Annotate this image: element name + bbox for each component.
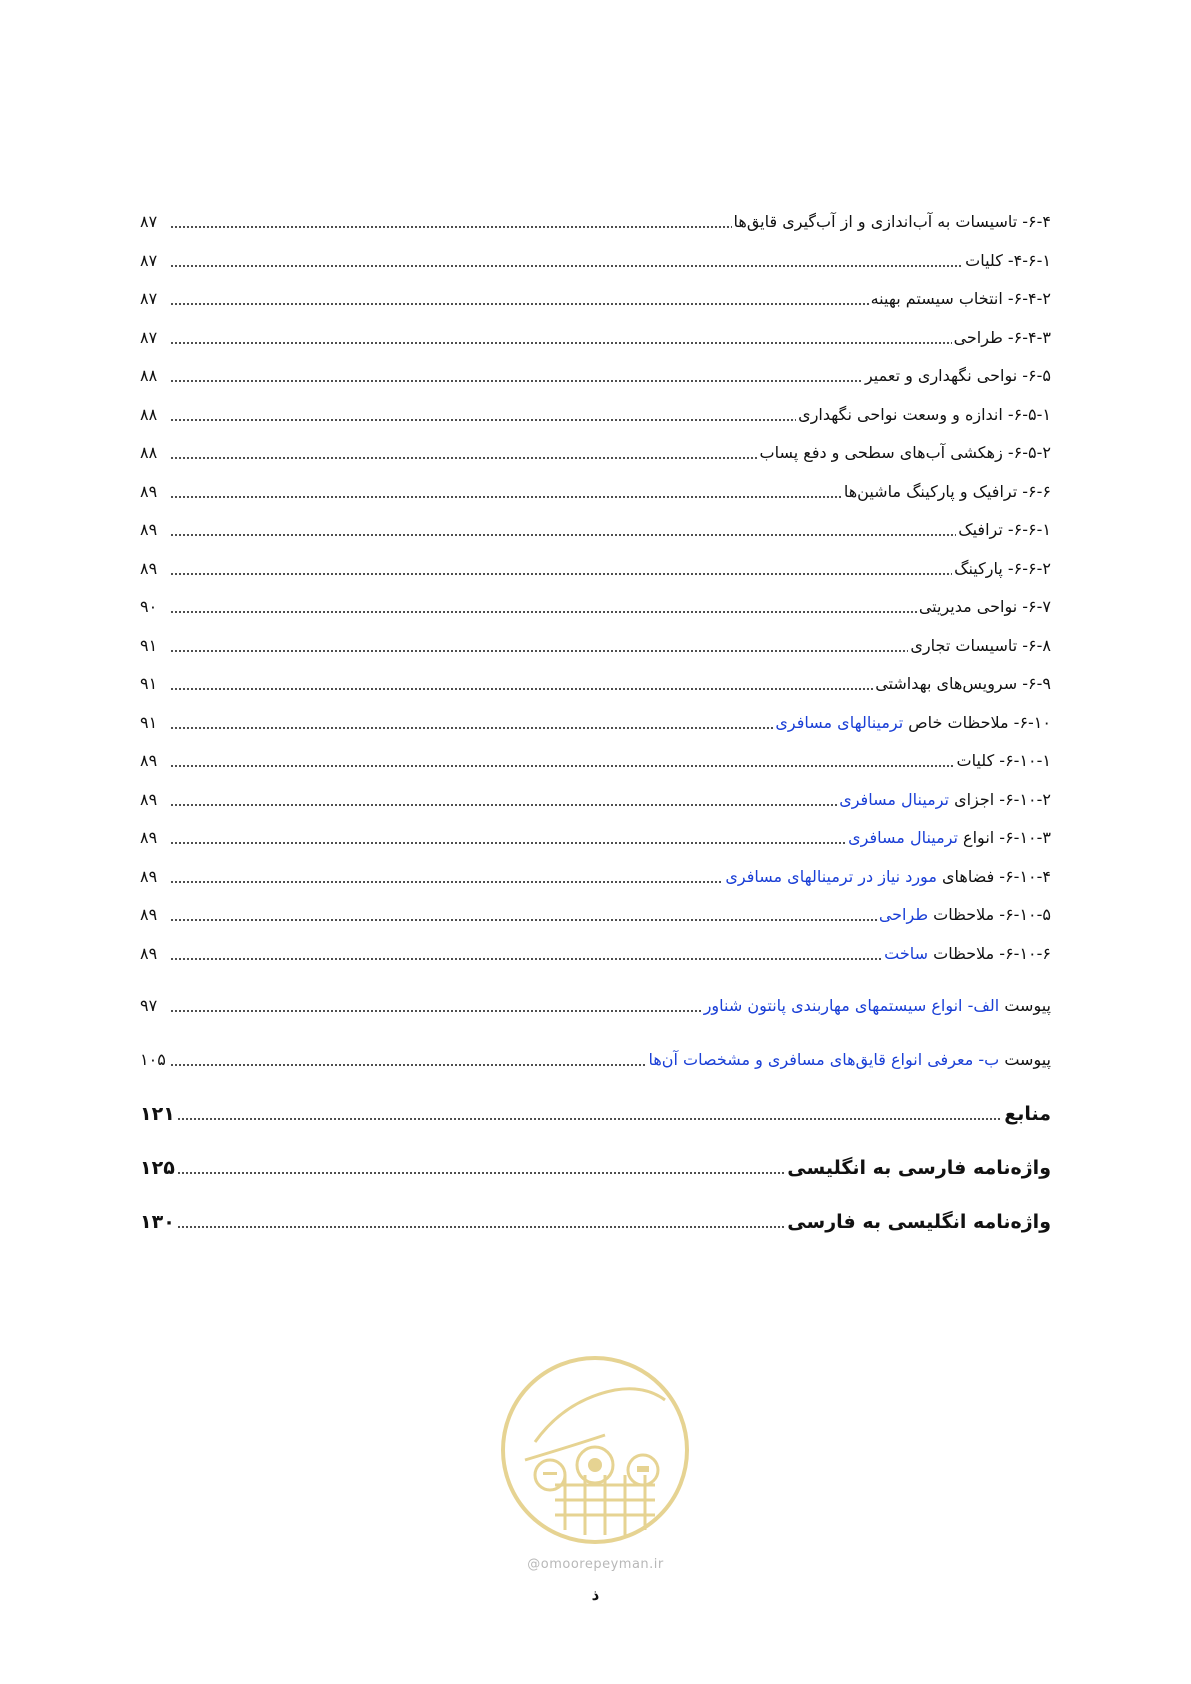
toc-entry-title-text: ۶-۹- سرویس‌های بهداشتی <box>875 674 1051 693</box>
toc-entry-title <box>910 636 1051 656</box>
toc-entry-page: ۸۹ <box>140 789 158 809</box>
watermark-logo <box>495 1350 695 1550</box>
toc-entry-highlight: مورد نیاز در ترمینالهای مسافری <box>725 866 937 886</box>
page-number: ذ <box>591 1586 600 1604</box>
toc-entry-title-text: پیوست <box>999 1049 1051 1069</box>
toc-entry-title-text: ۶-۱۰- ملاحظات خاص <box>903 712 1051 732</box>
toc-entry[interactable] <box>140 934 1051 964</box>
toc-entry-page: ۸۹ <box>140 943 158 963</box>
toc-entry[interactable] <box>140 857 1051 887</box>
toc-entry-title-text: واژه‌نامه انگلیسی به فارسی <box>787 1210 1051 1233</box>
toc-entry[interactable] <box>140 279 1051 309</box>
toc-entry-page: ۹۱ <box>140 674 158 693</box>
dot-leader <box>170 419 796 421</box>
toc-entry-highlight: ترمینال مسافری <box>848 828 958 847</box>
toc-entry-page: ۸۹ <box>140 520 158 539</box>
toc-entry[interactable] <box>140 741 1051 771</box>
toc-entry-page: ۸۹ <box>140 828 158 847</box>
toc-entry-title <box>725 867 1051 887</box>
toc-entry-title-text: ۶-۶-۱- ترافیک <box>958 520 1051 539</box>
dot-leader <box>170 1010 702 1012</box>
dot-leader <box>170 496 842 498</box>
toc-entry-title <box>775 713 1051 733</box>
toc-entry-page: ۱۲۱ <box>140 1102 175 1125</box>
toc-entry[interactable] <box>140 895 1051 925</box>
toc-entry[interactable] <box>140 626 1051 656</box>
dot-leader <box>170 842 846 844</box>
dot-leader <box>177 1118 1002 1120</box>
toc-entry-title-text: ۶-۶- ترافیک و پارکینگ ماشین‌ها <box>843 481 1051 501</box>
toc-entry[interactable] <box>140 395 1051 425</box>
toc-entry-highlight: ترمینال مسافری <box>839 789 949 809</box>
toc-entry-title <box>865 366 1051 386</box>
toc-entry-title-text: ۶-۴-۳- طراحی <box>953 327 1051 347</box>
toc-entry[interactable] <box>140 318 1051 348</box>
toc-entry-title-text: ۶-۶-۲- پارکینگ <box>954 558 1051 578</box>
toc-entry-title <box>871 289 1051 309</box>
dot-leader <box>170 573 952 575</box>
dot-leader <box>170 226 732 228</box>
toc-entry-page: ۸۸ <box>140 366 158 385</box>
toc-entry[interactable] <box>140 202 1051 232</box>
toc-entry-title-text: ۶-۱۰-۴- فضاهای <box>936 866 1051 886</box>
dot-leader <box>170 611 917 613</box>
toc-entry-page: ۱۰۵ <box>140 1049 166 1069</box>
toc-entry-page: ۸۸ <box>140 404 158 424</box>
toc-entry-title <box>704 996 1051 1016</box>
toc-entry-page: ۸۹ <box>140 905 158 924</box>
toc-entry-page: ۹۱ <box>140 712 158 732</box>
toc-entry-title-text: واژه‌نامه فارسی به انگلیسی <box>787 1156 1051 1179</box>
toc-entry[interactable] <box>140 1094 1051 1124</box>
toc-entry-page: ۸۷ <box>140 327 158 347</box>
dot-leader <box>170 265 963 267</box>
website-watermark: @omoorepeyman.ir <box>527 1557 664 1572</box>
toc-entry-highlight: ب- معرفی انواع قایق‌های مسافری و مشخصات آن‌ها <box>648 1049 1000 1069</box>
toc-entry[interactable] <box>140 510 1051 540</box>
toc-entry-title <box>879 905 1051 925</box>
toc-entry[interactable] <box>140 1040 1051 1070</box>
toc-entry-title-text: ۶-۱۰-۵- ملاحظات <box>928 905 1051 924</box>
toc-entry[interactable] <box>140 1148 1051 1178</box>
toc-entry[interactable] <box>140 1202 1051 1232</box>
toc-entry-page: ۸۹ <box>140 481 158 501</box>
toc-entry-title <box>954 328 1051 348</box>
dot-leader <box>170 457 758 459</box>
toc-entry-page: ۸۹ <box>140 558 158 578</box>
toc-entry[interactable] <box>140 664 1051 694</box>
toc-entry-title-text: پیوست <box>999 995 1051 1015</box>
toc-entry-title-text: ۶-۵-۱- اندازه و وسعت نواحی نگهداری <box>798 404 1051 424</box>
toc-entry-title-text: ۶-۱۰-۳- انواع <box>957 828 1051 847</box>
toc-entry-page: ۸۷ <box>140 212 158 231</box>
toc-entry-page: ۹۰ <box>140 597 158 616</box>
toc-entry-page: ۹۷ <box>140 995 158 1015</box>
toc-entry-highlight: طراحی <box>878 905 929 924</box>
dot-leader <box>170 650 908 652</box>
dot-leader <box>170 881 723 883</box>
dot-leader <box>170 303 869 305</box>
dot-leader <box>177 1226 785 1228</box>
toc-entry[interactable] <box>140 818 1051 848</box>
toc-entry-title <box>875 674 1051 694</box>
toc-entry-title <box>734 212 1051 232</box>
toc-entry-title <box>919 597 1051 617</box>
toc-entry-title-text: منابع <box>1004 1102 1051 1125</box>
dot-leader <box>170 765 955 767</box>
toc-entry-title-text: ۶-۱۰-۱- کلیات <box>956 751 1051 770</box>
toc-entry-title <box>848 828 1051 848</box>
toc-entry-highlight: الف- انواع سیستمهای مهاربندی پانتون شناور <box>703 995 1000 1015</box>
toc-entry[interactable] <box>140 356 1051 386</box>
toc-entry[interactable] <box>140 241 1051 271</box>
toc-entry-title-text: ۶-۴-۲- انتخاب سیستم بهینه <box>870 289 1051 308</box>
toc-entry-page: ۱۳۰ <box>140 1210 175 1233</box>
toc-entry-title <box>798 405 1051 425</box>
toc-entry-title-text: ۶-۴- تاسیسات به آب‌اندازی و از آب‌گیری قایق‌ها <box>733 212 1051 231</box>
dot-leader <box>170 727 773 729</box>
toc-entry-highlight: ترمینالهای مسافری <box>775 712 904 732</box>
toc-entry-title <box>958 520 1051 540</box>
dot-leader <box>170 958 882 960</box>
toc-entry-page: ۸۹ <box>140 866 158 886</box>
toc-entry-page: ۹۱ <box>140 635 158 655</box>
toc-entry-title <box>844 482 1051 502</box>
toc-entry-title-text: ۶-۵- نواحی نگهداری و تعمیر <box>864 366 1051 385</box>
toc-entry-title-text: ۶-۵-۲- زهکشی آب‌های سطحی و دفع پساب <box>759 443 1051 462</box>
toc-entry[interactable] <box>140 986 1051 1016</box>
toc-entry[interactable] <box>140 549 1051 579</box>
toc-entry-title-text: ۶-۱۰-۲- اجزای <box>949 789 1051 809</box>
toc-entry-title <box>648 1050 1051 1070</box>
toc-entry-title <box>787 1212 1051 1232</box>
toc-entry-page: ۸۷ <box>140 250 158 270</box>
toc-entry-title-text: ۶-۸- تاسیسات تجاری <box>910 635 1051 655</box>
toc-entry-page: ۸۸ <box>140 443 158 462</box>
toc-entry-highlight: ساخت <box>884 943 929 963</box>
toc-entry-page: ۸۷ <box>140 289 158 308</box>
dot-leader <box>170 804 837 806</box>
toc-entry[interactable] <box>140 433 1051 463</box>
toc-entry-title <box>839 790 1051 810</box>
dot-leader <box>170 534 956 536</box>
toc-entry-title <box>787 1158 1051 1178</box>
dot-leader <box>177 1172 785 1174</box>
dot-leader <box>170 342 952 344</box>
scales-gear-wrench-icon <box>495 1350 695 1550</box>
toc-entry-page: ۸۹ <box>140 751 158 770</box>
toc-entry[interactable] <box>140 780 1051 810</box>
toc-entry-title-text: ۶-۱۰-۶- ملاحظات <box>928 943 1051 963</box>
toc-entry-title <box>957 751 1051 771</box>
toc-entry-page: ۱۲۵ <box>140 1156 175 1179</box>
toc-entry-title-text: ۶-۷- نواحی مدیریتی <box>918 597 1051 616</box>
toc-entry[interactable] <box>140 703 1051 733</box>
dot-leader <box>170 380 863 382</box>
toc-entry-title <box>954 559 1051 579</box>
toc-entry-title <box>760 443 1051 463</box>
dot-leader <box>170 688 873 690</box>
dot-leader <box>170 1064 646 1066</box>
toc-entry-title <box>1004 1104 1051 1124</box>
toc-entry-title <box>965 251 1051 271</box>
toc-entry-title-text: ۴-۶-۱- کلیات <box>965 250 1051 270</box>
dot-leader <box>170 919 877 921</box>
toc-entry-title <box>884 944 1051 964</box>
toc-entry[interactable] <box>140 472 1051 502</box>
toc-entry[interactable] <box>140 587 1051 617</box>
